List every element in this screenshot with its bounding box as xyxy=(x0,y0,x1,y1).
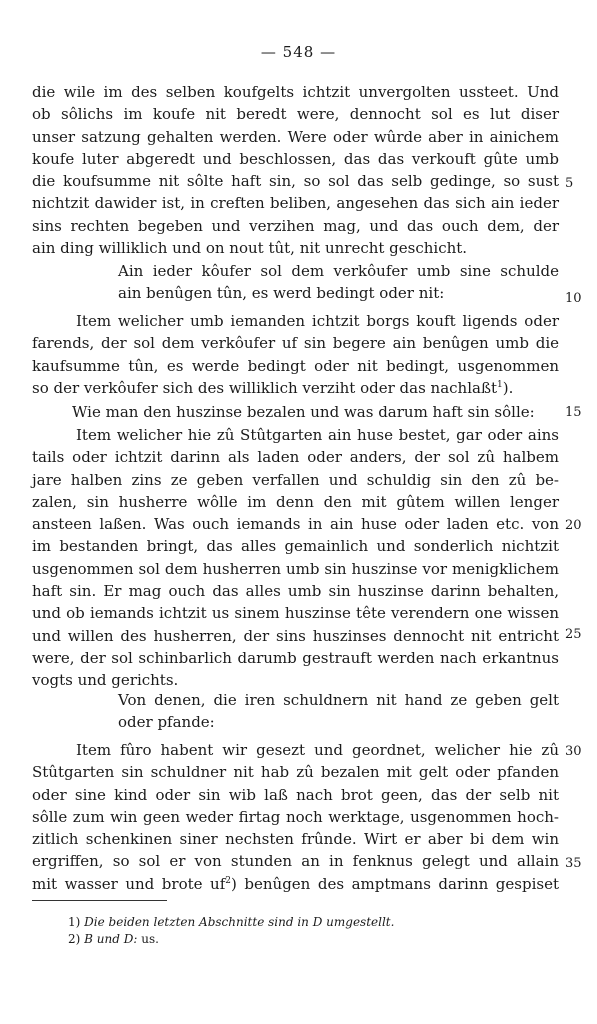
footnote-mark: 1) xyxy=(68,915,81,929)
text-line: koufe luter abgeredt und beschlossen, das das verkouft gûte umb xyxy=(32,149,559,168)
text-line: Item welicher hie zû Stûtgarten ain huse bestet, gar oder ains xyxy=(76,426,559,444)
section-heading-3 xyxy=(118,689,559,734)
text-line: Stûtgarten sin schuldner nit hab zû bezalen mit gelt oder pfanden xyxy=(32,763,559,782)
footnote-ref-2[interactable]: 2 xyxy=(225,875,231,886)
text-line: ansteen laßen. Was ouch iemands in ain huse oder laden etc. von xyxy=(32,515,559,534)
text-line: die koufsumme nit sôlte haft sin, so sol das selb gedinge, so sust xyxy=(32,172,559,191)
text-line: und willen des husherren, der sins huszinses dennocht nit entricht xyxy=(32,626,559,645)
footnote-2 xyxy=(68,931,159,947)
footnote-text: Die beiden letzten Abschnitte sind in D umgestellt. xyxy=(84,915,395,929)
text-line: Item welicher umb iemanden ichtzit borgs kouft ligends oder xyxy=(76,312,559,330)
text-line: nichtzit dawider ist, in creften beliben, angesehen das sich ain ieder xyxy=(32,194,559,213)
text-line: im bestanden bringt, das alles gemainlich und sonderlich nichtzit xyxy=(32,537,559,556)
text-line: Item fûro habent wir gesezt und geordnet, welicher hie zû xyxy=(76,741,559,759)
footnote-ref-1[interactable]: 1 xyxy=(497,379,503,390)
text-line: zalen, sin husherre wôlle im denn den mit gûtem willen lenger xyxy=(32,492,559,511)
text-line: were, der sol schinbarlich darumb gestrauft werden nach erkantnus xyxy=(32,648,559,667)
footnote-text: us. xyxy=(137,932,159,946)
paragraph-1 xyxy=(32,81,559,259)
text-line: farends, der sol dem verkôufer uf sin begere ain benûgen umb die xyxy=(32,334,559,353)
footnote-divider xyxy=(32,900,167,901)
text-line: ain ding williklich und on nout tût, nit unrecht geschicht. xyxy=(32,239,468,258)
text-fragment: ) benûgen des amptmans darinn gespiset xyxy=(231,874,559,893)
margin-line-number: 30 xyxy=(565,744,582,759)
section-heading-1 xyxy=(118,260,559,305)
margin-line-number: 20 xyxy=(565,518,582,533)
text-fragment: so der verkôufer sich des williklich verziht oder das nachlaßt xyxy=(32,378,497,397)
footnote-text: B und D: xyxy=(84,932,138,946)
footnote-1 xyxy=(68,914,394,930)
text-line xyxy=(32,873,559,895)
text-line: tails oder ichtzit darinn als laden oder anders, der sol zû halbem xyxy=(32,448,559,467)
text-line: oder sine kind oder sin wib laß nach brot geen, das der selb nit xyxy=(32,785,559,804)
text-line xyxy=(32,377,559,399)
text-line: jare halben zins ze geben verfallen und schuldig sin den zû be- xyxy=(32,470,559,489)
text-line: die wile im des selben koufgelts ichtzit unvergolten ussteet. Und xyxy=(32,83,559,101)
margin-line-number: 35 xyxy=(565,856,582,871)
text-line: sins rechten begeben und verzihen mag, und das ouch dem, der xyxy=(32,216,559,235)
heading-line: Von denen, die iren schuldnern nit hand ze geben gelt xyxy=(118,691,559,709)
margin-line-number: 25 xyxy=(565,627,582,642)
text-line: vogts und gerichts. xyxy=(32,671,179,690)
footnote-mark: 2) xyxy=(68,932,81,946)
page-number: — 548 — xyxy=(260,43,337,61)
text-line: und ob iemands ichtzit us sinem huszinse tête verendern one wissen xyxy=(32,604,559,623)
text-fragment: ). xyxy=(502,378,514,397)
text-line: ergriffen, so sol er von stunden an in fenknus gelegt und allain xyxy=(32,852,559,871)
text-line: usgenommen sol dem husherren umb sin huszinse vor menigklichem xyxy=(32,559,559,578)
section-heading-2 xyxy=(32,401,559,423)
margin-line-number: 15 xyxy=(565,405,582,420)
margin-line-number: 10 xyxy=(565,291,582,306)
heading-line: Wie man den huszinse bezalen und was darum haft sin sôlle: xyxy=(72,403,535,421)
paragraph-2 xyxy=(32,310,559,399)
text-line: ob sôlichs im koufe nit beredt were, dennocht sol es lut diser xyxy=(32,105,559,124)
paragraph-3 xyxy=(32,424,559,692)
paragraph-4 xyxy=(32,739,559,895)
text-line: kaufsumme tûn, es werde bedingt oder nit bedingt, usgenommen xyxy=(32,356,559,375)
margin-line-number: 5 xyxy=(565,176,574,191)
text-fragment: mit wasser und brote uf xyxy=(32,874,226,893)
text-line: unser satzung gehalten werden. Were oder wûrde aber in ainichem xyxy=(32,127,559,146)
heading-line: ain benûgen tûn, es werd bedingt oder nit: xyxy=(118,284,445,303)
text-line: sôlle zum win geen weder firtag noch werktage, usgenommen hoch- xyxy=(32,807,559,826)
text-line: haft sin. Er mag ouch das alles umb sin huszinse darinn behalten, xyxy=(32,582,559,601)
heading-line: Ain ieder kôufer sol dem verkôufer umb sine schulde xyxy=(118,262,559,280)
heading-line: oder pfande: xyxy=(118,713,215,732)
text-line: zitlich schenkinen siner nechsten frûnde. Wirt er aber bi dem win xyxy=(32,830,559,849)
